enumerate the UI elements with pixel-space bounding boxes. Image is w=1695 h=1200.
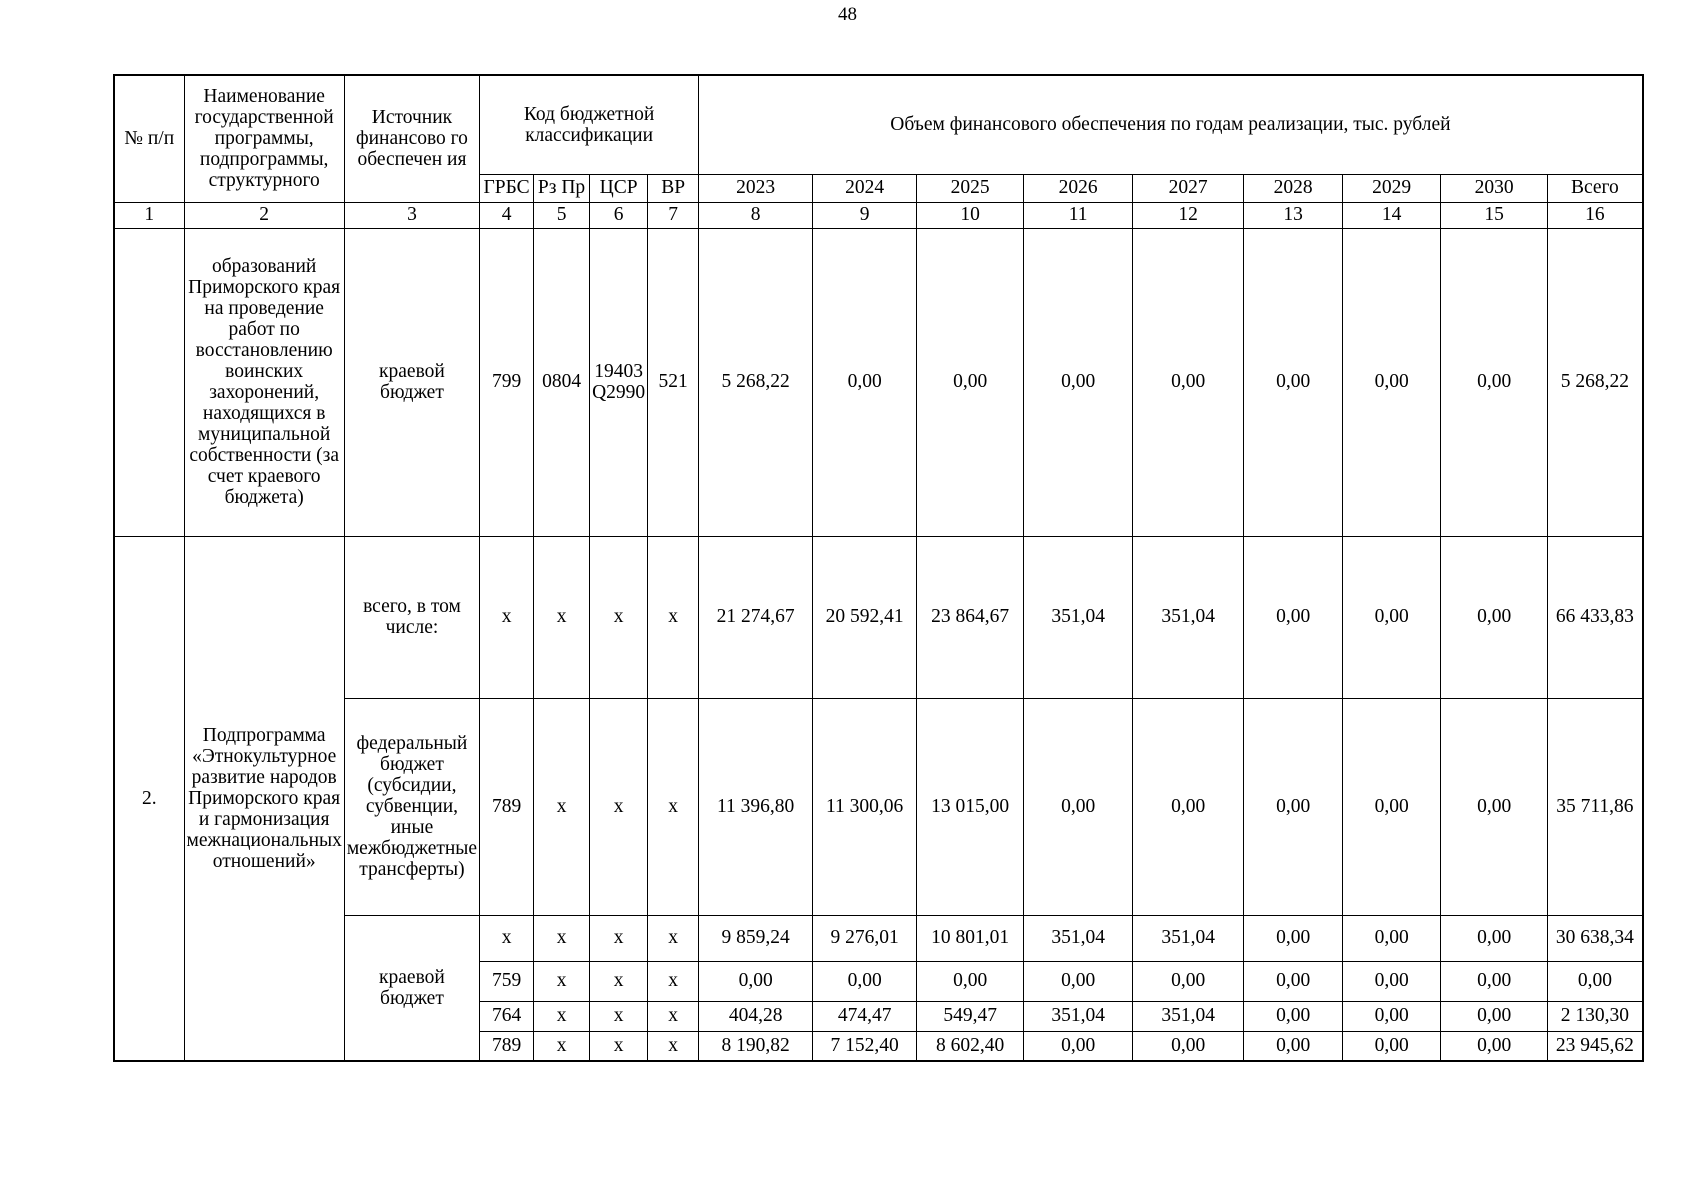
cell-vr: 521 [648, 228, 699, 536]
header-year: 2029 [1343, 174, 1441, 202]
header-volume: Объем финансового обеспечения по годам реализации, тыс. рублей [699, 75, 1643, 174]
header-rzpr: Рз Пр [534, 174, 590, 202]
header-year: 2026 [1024, 174, 1133, 202]
cell-value: 0,00 [1441, 536, 1548, 698]
cell-vr: x [648, 536, 699, 698]
row-num [114, 228, 184, 536]
column-number: 12 [1133, 202, 1244, 228]
column-number: 3 [344, 202, 479, 228]
cell-value: 0,00 [1133, 228, 1244, 536]
header-year: 2028 [1244, 174, 1343, 202]
row-source: всего, в том числе: [344, 536, 479, 698]
column-number: 15 [1441, 202, 1548, 228]
cell-value: 0,00 [1244, 915, 1343, 961]
cell-value: 0,00 [1441, 1031, 1548, 1061]
row-source: краевой бюджет [344, 915, 479, 1061]
cell-grbs: 759 [480, 961, 534, 1001]
cell-csr: 19403 Q2990 [590, 228, 648, 536]
cell-rzpr: x [534, 1001, 590, 1031]
cell-csr: x [590, 1001, 648, 1031]
cell-value: 7 152,40 [813, 1031, 917, 1061]
row-source: краевой бюджет [344, 228, 479, 536]
row-name: Подпрограмма «Этнокультурное развитие народов Приморского края и гармонизация межнациональных отношений» [184, 536, 344, 1061]
column-number: 6 [590, 202, 648, 228]
cell-value: 549,47 [917, 1001, 1024, 1031]
header-year: 2023 [699, 174, 813, 202]
cell-value: 9 276,01 [813, 915, 917, 961]
cell-rzpr: x [534, 536, 590, 698]
cell-value: 0,00 [1441, 915, 1548, 961]
cell-value: 351,04 [1133, 536, 1244, 698]
cell-value: 0,00 [1548, 961, 1643, 1001]
cell-value: 351,04 [1024, 536, 1133, 698]
cell-vr: x [648, 915, 699, 961]
cell-value: 13 015,00 [917, 698, 1024, 915]
cell-csr: x [590, 536, 648, 698]
cell-value: 351,04 [1133, 915, 1244, 961]
cell-value: 21 274,67 [699, 536, 813, 698]
cell-value: 0,00 [1244, 698, 1343, 915]
row-name: образований Приморского края на проведение работ по восстановлению воинских захоронений, находящихся в муниципальной собственности (за счет краевого бюджета) [184, 228, 344, 536]
cell-value: 2 130,30 [1548, 1001, 1643, 1031]
cell-value: 0,00 [1244, 961, 1343, 1001]
cell-value: 0,00 [1343, 1031, 1441, 1061]
cell-value: 0,00 [1133, 698, 1244, 915]
header-csr: ЦСР [590, 174, 648, 202]
cell-value: 23 945,62 [1548, 1031, 1643, 1061]
header-row [114, 75, 1643, 174]
cell-value: 5 268,22 [699, 228, 813, 536]
financing-table [113, 74, 1644, 1062]
cell-value: 30 638,34 [1548, 915, 1643, 961]
row-source: федеральный бюджет (субсидии, субвенции, иные межбюджетные трансферты) [344, 698, 479, 915]
cell-value: 9 859,24 [699, 915, 813, 961]
cell-grbs: x [480, 915, 534, 961]
cell-value: 0,00 [1244, 536, 1343, 698]
cell-csr: x [590, 915, 648, 961]
cell-value: 0,00 [1024, 698, 1133, 915]
cell-value: 0,00 [1343, 915, 1441, 961]
column-number: 10 [917, 202, 1024, 228]
header-vr: ВР [648, 174, 699, 202]
cell-csr: x [590, 961, 648, 1001]
cell-value: 0,00 [917, 961, 1024, 1001]
header-grbs: ГРБС [480, 174, 534, 202]
cell-value: 0,00 [1024, 228, 1133, 536]
column-number: 16 [1548, 202, 1643, 228]
cell-value: 5 268,22 [1548, 228, 1643, 536]
cell-value: 351,04 [1133, 1001, 1244, 1031]
cell-value: 8 602,40 [917, 1031, 1024, 1061]
cell-value: 0,00 [1343, 961, 1441, 1001]
cell-value: 404,28 [699, 1001, 813, 1031]
header-year: 2024 [813, 174, 917, 202]
cell-value: 0,00 [813, 961, 917, 1001]
cell-grbs: 789 [480, 1031, 534, 1061]
cell-value: 0,00 [1024, 1031, 1133, 1061]
cell-value: 0,00 [1441, 1001, 1548, 1031]
cell-grbs: 799 [480, 228, 534, 536]
cell-value: 0,00 [1343, 698, 1441, 915]
column-number: 9 [813, 202, 917, 228]
cell-value: 0,00 [917, 228, 1024, 536]
header-year: 2025 [917, 174, 1024, 202]
cell-grbs: x [480, 536, 534, 698]
cell-value: 0,00 [1244, 1001, 1343, 1031]
table-row [114, 536, 1643, 698]
cell-value: 8 190,82 [699, 1031, 813, 1061]
cell-value: 0,00 [1244, 228, 1343, 536]
cell-value: 0,00 [1343, 536, 1441, 698]
cell-value: 474,47 [813, 1001, 917, 1031]
cell-value: 0,00 [699, 961, 813, 1001]
header-name: Наименование государственной программы, подпрограммы, структурного [184, 75, 344, 202]
cell-value: 0,00 [813, 228, 917, 536]
column-number: 8 [699, 202, 813, 228]
cell-csr: x [590, 1031, 648, 1061]
cell-value: 10 801,01 [917, 915, 1024, 961]
cell-rzpr: x [534, 915, 590, 961]
cell-value: 0,00 [1343, 228, 1441, 536]
column-number: 7 [648, 202, 699, 228]
table-row [114, 228, 1643, 536]
column-number: 13 [1244, 202, 1343, 228]
header-source: Источник финансово го обеспечен ия [344, 75, 479, 202]
page-number: 48 [838, 4, 857, 25]
cell-value: 0,00 [1244, 1031, 1343, 1061]
cell-value: 351,04 [1024, 915, 1133, 961]
cell-vr: x [648, 961, 699, 1001]
cell-vr: x [648, 1031, 699, 1061]
header-num: № п/п [114, 75, 184, 202]
cell-grbs: 789 [480, 698, 534, 915]
cell-rzpr: x [534, 1031, 590, 1061]
cell-vr: x [648, 698, 699, 915]
cell-value: 11 300,06 [813, 698, 917, 915]
header-code: Код бюджетной классификации [480, 75, 699, 174]
column-numbers-row [114, 202, 1643, 228]
cell-value: 0,00 [1441, 698, 1548, 915]
column-number: 14 [1343, 202, 1441, 228]
cell-rzpr: x [534, 961, 590, 1001]
cell-value: 0,00 [1343, 1001, 1441, 1031]
header-year: 2030 [1441, 174, 1548, 202]
cell-value: 0,00 [1133, 961, 1244, 1001]
column-number: 11 [1024, 202, 1133, 228]
cell-value: 0,00 [1133, 1031, 1244, 1061]
cell-value: 11 396,80 [699, 698, 813, 915]
cell-value: 351,04 [1024, 1001, 1133, 1031]
cell-value: 0,00 [1441, 228, 1548, 536]
cell-vr: x [648, 1001, 699, 1031]
cell-csr: x [590, 698, 648, 915]
cell-rzpr: x [534, 698, 590, 915]
cell-rzpr: 0804 [534, 228, 590, 536]
cell-value: 0,00 [1441, 961, 1548, 1001]
column-number: 2 [184, 202, 344, 228]
header-year: 2027 [1133, 174, 1244, 202]
cell-value: 23 864,67 [917, 536, 1024, 698]
cell-value: 20 592,41 [813, 536, 917, 698]
header-total: Всего [1548, 174, 1643, 202]
cell-value: 0,00 [1024, 961, 1133, 1001]
row-num: 2. [114, 536, 184, 1061]
column-number: 5 [534, 202, 590, 228]
cell-value: 35 711,86 [1548, 698, 1643, 915]
column-number: 1 [114, 202, 184, 228]
column-number: 4 [480, 202, 534, 228]
cell-grbs: 764 [480, 1001, 534, 1031]
cell-value: 66 433,83 [1548, 536, 1643, 698]
